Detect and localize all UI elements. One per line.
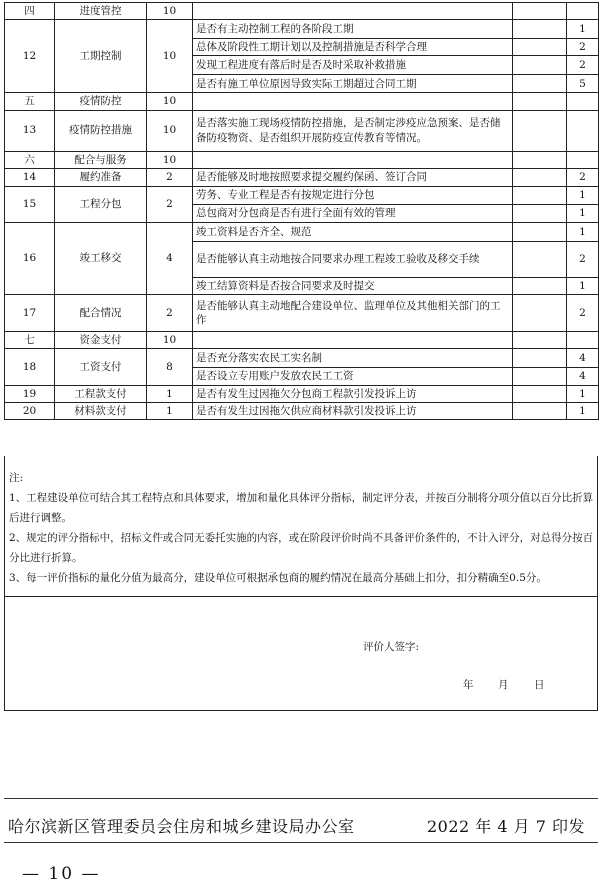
criterion-points-blank (513, 56, 567, 75)
footer-top-rule (4, 798, 598, 799)
criterion-points: 2 (567, 241, 599, 277)
signature-day-label: 日 (534, 679, 545, 691)
signature-year-label: 年 (463, 679, 474, 691)
issue-date: 2022 年 4 月 7 印发 (426, 817, 585, 836)
criterion-points: 2 (567, 294, 599, 331)
criterion-text: 竣工资料是否齐全、规范 (193, 222, 513, 241)
criterion-text: 劳务、专业工程是否有按规定进行分包 (193, 186, 513, 204)
criterion-points: 4 (567, 349, 599, 368)
category-row (5, 93, 599, 110)
item-score: 1 (147, 386, 193, 403)
criterion-points: 1 (567, 277, 599, 294)
criterion-text: 竣工结算资料是否按合同要求及时提交 (193, 277, 513, 294)
criterion-points-blank (513, 241, 567, 277)
evaluation-table-body (5, 3, 599, 420)
points-cell-empty (513, 151, 567, 168)
criterion-row (5, 186, 599, 204)
note-item-2: 2、规定的评分指标中，招标文件或合同无委托实施的内容，或在阶段评价时尚不具备评价条件的，不计入评分，对总得分按百分比进行折算。 (9, 532, 594, 564)
category-name: 进度管控 (55, 3, 147, 20)
criterion-points-blank (513, 349, 567, 368)
criterion-points-blank (513, 20, 567, 39)
points-cell-empty (513, 93, 567, 110)
category-number: 七 (5, 331, 55, 348)
criterion-text: 是否有发生过因拖欠供应商材料款引发投诉上访 (193, 403, 513, 420)
criterion-row (5, 222, 599, 241)
notes-section (4, 456, 598, 711)
criterion-points: 4 (567, 368, 599, 386)
criterion-points-blank (513, 168, 567, 186)
note-item-3: 3、每一评价指标的量化分值为最高分，建设单位可根据承包商的履约情况在最高分基础上扣分，扣分精确至0.5分。 (9, 572, 547, 584)
item-name: 履约准备 (55, 168, 147, 186)
criterion-text: 是否能够认真主动地按合同要求办理工程竣工验收及移交手续 (193, 241, 513, 277)
points-cell-empty (513, 3, 567, 20)
criterion-text: 是否有发生过因拖欠分包商工程款引发投诉上访 (193, 386, 513, 403)
criterion-points: 2 (567, 168, 599, 186)
criterion-points-blank (513, 403, 567, 420)
item-score: 10 (147, 20, 193, 93)
item-name: 工期控制 (55, 20, 147, 93)
category-name: 疫情防控 (55, 93, 147, 110)
note-item-1: 1、工程建设单位可结合其工程特点和具体要求，增加和量化具体评分指标，制定评分表，并按百分制将分项分值以百分比折算后进行调整。 (9, 492, 594, 524)
item-number: 12 (5, 20, 55, 93)
remark-cell-empty (567, 93, 599, 110)
category-row (5, 3, 599, 20)
category-row (5, 331, 599, 348)
criterion-text: 是否有施工单位原因导致实际工期超过合同工期 (193, 75, 513, 93)
item-number: 19 (5, 386, 55, 403)
criterion-points-blank (513, 39, 567, 56)
item-score: 10 (147, 110, 193, 151)
item-name: 配合情况 (55, 294, 147, 331)
item-number: 18 (5, 349, 55, 386)
criterion-text: 是否落实施工现场疫情防控措施，是否制定涉疫应急预案、是否储备防疫物资、是否组织开展防疫宣传教育等情况。 (193, 110, 513, 151)
criteria-cell-empty (193, 3, 513, 20)
notes-divider (5, 596, 597, 597)
criterion-points-blank (513, 186, 567, 204)
criterion-text: 是否有主动控制工程的各阶段工期 (193, 20, 513, 39)
notes-block (9, 468, 595, 588)
item-score: 4 (147, 222, 193, 294)
criterion-points: 5 (567, 75, 599, 93)
criteria-cell-empty (193, 331, 513, 348)
criterion-points-blank (513, 204, 567, 222)
criterion-points-blank (513, 75, 567, 93)
criterion-points: 1 (567, 204, 599, 222)
criteria-cell-empty (193, 93, 513, 110)
criterion-text: 是否充分落实农民工实名制 (193, 349, 513, 368)
criterion-points: 1 (567, 186, 599, 204)
item-number: 16 (5, 222, 55, 294)
category-number: 四 (5, 3, 55, 20)
criterion-text: 是否设立专用账户发放农民工工资 (193, 368, 513, 386)
item-score: 1 (147, 403, 193, 420)
notes-heading: 注: (9, 472, 24, 484)
item-number: 15 (5, 186, 55, 222)
signature-month-label: 月 (498, 679, 509, 691)
category-number: 六 (5, 151, 55, 168)
item-score: 2 (147, 186, 193, 222)
item-name: 竣工移交 (55, 222, 147, 294)
category-score: 10 (147, 331, 193, 348)
criterion-points-blank (513, 222, 567, 241)
footer-bottom-rule (4, 842, 598, 843)
evaluation-table (4, 2, 599, 420)
criterion-row (5, 294, 599, 331)
criterion-text: 总包商对分包商是否有进行全面有效的管理 (193, 204, 513, 222)
category-score: 10 (147, 3, 193, 20)
criterion-points: 2 (567, 39, 599, 56)
evaluator-signature-label: 评价人签字: (363, 641, 420, 653)
category-score: 10 (147, 93, 193, 110)
issuing-office: 哈尔滨新区管理委员会住房和城乡建设局办公室 (8, 817, 355, 836)
criterion-points-blank (513, 277, 567, 294)
criterion-text: 是否能够及时地按照要求提交履约保函、签订合同 (193, 168, 513, 186)
category-number: 五 (5, 93, 55, 110)
criterion-row (5, 349, 599, 368)
points-cell-empty (513, 331, 567, 348)
criterion-row (5, 403, 599, 420)
category-row (5, 151, 599, 168)
criterion-points-blank (513, 368, 567, 386)
category-name: 资金支付 (55, 331, 147, 348)
criterion-row (5, 168, 599, 186)
remark-cell-empty (567, 151, 599, 168)
criterion-points: 1 (567, 222, 599, 241)
criterion-row (5, 386, 599, 403)
criterion-points-blank (513, 110, 567, 151)
item-name: 疫情防控措施 (55, 110, 147, 151)
item-number: 13 (5, 110, 55, 151)
criterion-row (5, 20, 599, 39)
item-number: 20 (5, 403, 55, 420)
item-name: 材料款支付 (55, 403, 147, 420)
criterion-points: 2 (567, 56, 599, 75)
criterion-points: 1 (567, 20, 599, 39)
criterion-points: 1 (567, 386, 599, 403)
criterion-row (5, 110, 599, 151)
item-score: 8 (147, 349, 193, 386)
item-number: 17 (5, 294, 55, 331)
remark-cell-empty (567, 331, 599, 348)
criterion-text: 总体及阶段性工期计划以及控制措施是否科学合理 (193, 39, 513, 56)
item-name: 工程款支付 (55, 386, 147, 403)
criterion-points: 1 (567, 403, 599, 420)
item-score: 2 (147, 168, 193, 186)
item-name: 工资支付 (55, 349, 147, 386)
item-number: 14 (5, 168, 55, 186)
remark-cell-empty (567, 3, 599, 20)
page-number: — 10 — (22, 864, 101, 884)
criterion-points-blank (513, 386, 567, 403)
category-score: 10 (147, 151, 193, 168)
criterion-text: 发现工程进度有落后时是否及时采取补救措施 (193, 56, 513, 75)
item-score: 2 (147, 294, 193, 331)
criterion-points (567, 110, 599, 151)
item-name: 工程分包 (55, 186, 147, 222)
criteria-cell-empty (193, 151, 513, 168)
category-name: 配合与服务 (55, 151, 147, 168)
criterion-points-blank (513, 294, 567, 331)
criterion-text: 是否能够认真主动地配合建设单位、监理单位及其他相关部门的工作 (193, 294, 513, 331)
